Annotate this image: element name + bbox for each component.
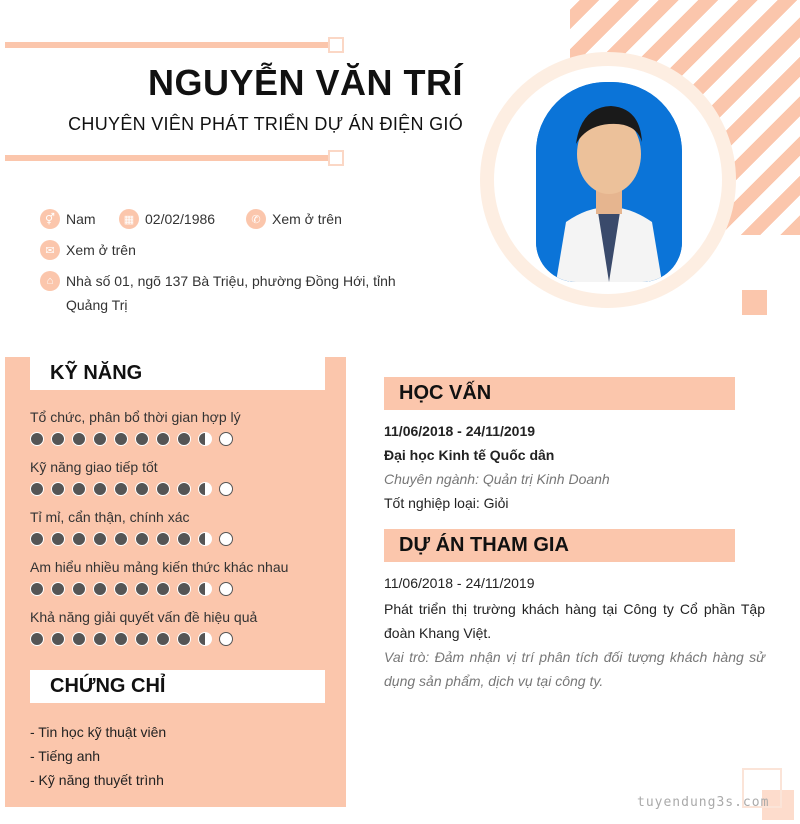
rating-dot (135, 632, 149, 646)
address-info (40, 272, 400, 317)
skill-rating (30, 582, 288, 596)
phone-info (246, 210, 342, 231)
job-title: CHUYÊN VIÊN PHÁT TRIỂN DỰ ÁN ĐIỆN GIÓ (68, 114, 463, 134)
rating-dot (93, 632, 107, 646)
rating-dot (177, 632, 191, 646)
rating-dot (51, 432, 65, 446)
rating-dot (219, 632, 233, 646)
decorative-line-cap (328, 37, 344, 53)
rating-dot (219, 432, 233, 446)
gender-value: Nam (66, 211, 96, 227)
project-description: Phát triển thị trường khách hàng tại Công ty Cổ phần Tập đoàn Khang Việt. (384, 601, 765, 641)
certificate-item: - Tin học kỹ thuật viên (30, 724, 167, 740)
education-school: Đại học Kinh tế Quốc dân (384, 447, 555, 463)
skill-item (30, 559, 288, 596)
rating-dot (219, 482, 233, 496)
rating-dot (51, 582, 65, 596)
skill-item (30, 609, 257, 646)
rating-dot (156, 532, 170, 546)
address-value: Nhà số 01, ngõ 137 Bà Triệu, phường Đồng Hới, tỉnh Quảng Trị (66, 273, 396, 313)
rating-dot (72, 482, 86, 496)
home-icon: ⌂ (40, 271, 60, 291)
skill-rating (30, 432, 241, 446)
rating-dot (177, 432, 191, 446)
rating-dot (72, 532, 86, 546)
rating-dot (177, 532, 191, 546)
rating-dot (72, 432, 86, 446)
skill-item (30, 409, 241, 446)
rating-dot (177, 582, 191, 596)
rating-dot (51, 632, 65, 646)
email-icon: ✉ (40, 240, 60, 260)
rating-dot (114, 632, 128, 646)
rating-dot (156, 582, 170, 596)
certificates-heading: CHỨNG CHỈ (30, 670, 325, 703)
education-grade: Tốt nghiệp loại: Giỏi (384, 495, 509, 511)
skills-heading: KỸ NĂNG (30, 357, 325, 390)
rating-dot (198, 482, 212, 496)
rating-dot (30, 632, 44, 646)
skill-item (30, 459, 233, 496)
certificate-item: - Kỹ năng thuyết trình (30, 772, 164, 788)
skill-item (30, 509, 233, 546)
rating-dot (114, 582, 128, 596)
gender-icon: ⚥ (40, 209, 60, 229)
certificate-item: - Tiếng anh (30, 748, 101, 764)
education-major: Chuyên ngành: Quản trị Kinh Doanh (384, 471, 610, 487)
rating-dot (114, 532, 128, 546)
skill-label: Am hiểu nhiều mảng kiến thức khác nhau (30, 559, 289, 575)
rating-dot (135, 432, 149, 446)
skill-label: Tổ chức, phân bổ thời gian hợp lý (30, 409, 241, 425)
candidate-name: NGUYỄN VĂN TRÍ (147, 62, 463, 103)
calendar-icon: ▦ (119, 209, 139, 229)
birthday-info (119, 210, 215, 231)
rating-dot (30, 532, 44, 546)
profile-photo (536, 82, 682, 282)
rating-dot (135, 532, 149, 546)
rating-dot (219, 582, 233, 596)
rating-dot (198, 532, 212, 546)
certificates-list (30, 720, 166, 792)
gender-info (40, 210, 96, 231)
skill-rating (30, 632, 257, 646)
rating-dot (219, 532, 233, 546)
rating-dot (156, 482, 170, 496)
decorative-square (742, 290, 767, 315)
birthday-value: 02/02/1986 (145, 211, 216, 227)
rating-dot (198, 432, 212, 446)
skill-rating (30, 532, 233, 546)
rating-dot (177, 482, 191, 496)
rating-dot (198, 582, 212, 596)
rating-dot (93, 432, 107, 446)
rating-dot (93, 582, 107, 596)
email-info (40, 241, 136, 262)
email-value: Xem ở trên (66, 242, 136, 258)
rating-dot (51, 532, 65, 546)
skill-label: Khả năng giải quyết vấn đề hiệu quả (30, 609, 258, 625)
rating-dot (30, 582, 44, 596)
skill-label: Kỹ năng giao tiếp tốt (30, 459, 158, 475)
project-period: 11/06/2018 - 24/11/2019 (384, 575, 535, 591)
skill-label: Tỉ mỉ, cẩn thận, chính xác (30, 509, 190, 525)
rating-dot (93, 532, 107, 546)
rating-dot (156, 632, 170, 646)
projects-heading: DỰ ÁN THAM GIA (384, 529, 735, 562)
rating-dot (72, 582, 86, 596)
rating-dot (30, 432, 44, 446)
skill-rating (30, 482, 233, 496)
watermark: tuyendung3s.com (637, 795, 770, 810)
education-period: 11/06/2018 - 24/11/2019 (384, 423, 536, 439)
project-role: Vai trò: Đảm nhận vị trí phân tích đối tượng khách hàng sử dụng sản phẩm, dịch vụ tại công ty. (384, 649, 765, 689)
rating-dot (30, 482, 44, 496)
rating-dot (93, 482, 107, 496)
rating-dot (51, 482, 65, 496)
rating-dot (135, 482, 149, 496)
rating-dot (114, 482, 128, 496)
decorative-line-cap (328, 150, 344, 166)
rating-dot (114, 432, 128, 446)
education-heading: HỌC VẤN (384, 377, 735, 410)
phone-icon: ✆ (246, 209, 266, 229)
rating-dot (72, 632, 86, 646)
rating-dot (156, 432, 170, 446)
rating-dot (198, 632, 212, 646)
phone-value: Xem ở trên (272, 211, 342, 227)
rating-dot (135, 582, 149, 596)
decorative-line (5, 155, 330, 161)
decorative-line (5, 42, 330, 48)
